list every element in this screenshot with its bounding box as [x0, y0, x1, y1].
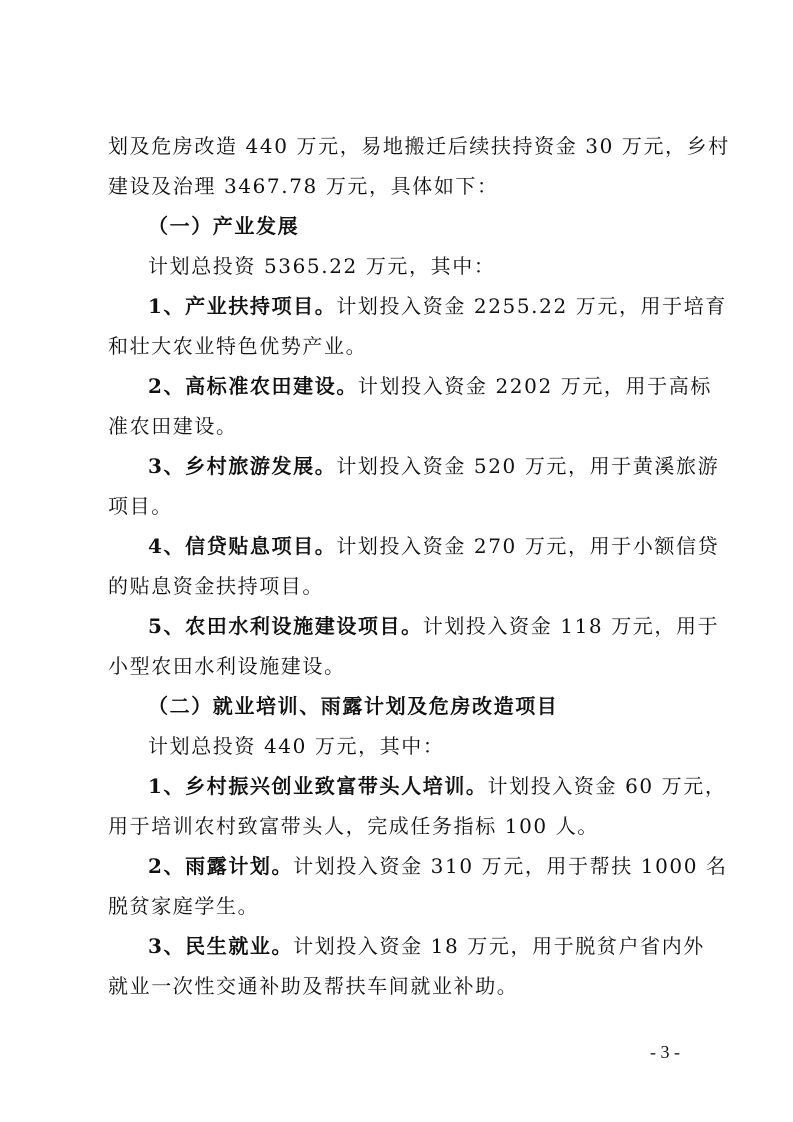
item-line [148, 533, 728, 559]
item-text: 计划投入资金 18 万元，用于脱贫户省内外 [293, 934, 705, 958]
item-title: 3、乡村旅游发展。 [148, 454, 337, 478]
item-text: 计划投入资金 310 万元，用于帮扶 1000 名 [293, 854, 728, 878]
item-line [148, 373, 728, 399]
paragraph-line: 用于培训农村致富带头人，完成任务指标 100 人。 [108, 814, 599, 838]
paragraph-line: 就业一次性交通补助及帮扶车间就业补助。 [108, 974, 519, 998]
paragraph-line: 计划总投资 440 万元，其中： [148, 734, 445, 758]
paragraph-line: 脱贫家庭学生。 [108, 894, 260, 918]
item-text: 计划投入资金 2202 万元，用于高标 [357, 374, 712, 398]
item-title: 4、信贷贴息项目。 [148, 534, 337, 558]
item-title: 2、高标准农田建设。 [148, 374, 358, 398]
paragraph-line: 计划总投资 5365.22 万元，其中： [148, 254, 496, 278]
item-title: 1、产业扶持项目。 [148, 294, 337, 318]
item-title: 1、乡村振兴创业致富带头人培训。 [148, 774, 488, 798]
item-text: 计划投入资金 2255.22 万元，用于培育 [336, 294, 727, 318]
item-text: 计划投入资金 270 万元，用于小额信贷 [336, 534, 720, 558]
section-heading-industry: （一）产业发展 [148, 214, 300, 238]
paragraph-line: 小型农田水利设施建设。 [108, 654, 346, 678]
item-line [148, 293, 728, 319]
paragraph-line: 项目。 [108, 494, 173, 518]
paragraph-line: 和壮大农业特色优势产业。 [108, 334, 368, 358]
paragraph-line: 划及危房改造 440 万元，易地搬迁后续扶持资金 30 万元，乡村 [108, 134, 730, 158]
item-title: 3、民生就业。 [148, 934, 294, 958]
page-number: - 3 - [650, 1042, 680, 1062]
section-heading-employment: （二）就业培训、雨露计划及危房改造项目 [148, 694, 559, 718]
item-line [148, 453, 728, 479]
paragraph-line: 建设及治理 3467.78 万元，具体如下： [108, 174, 499, 198]
item-line [148, 853, 728, 879]
paragraph-line: 的贴息资金扶持项目。 [108, 574, 324, 598]
item-text: 计划投入资金 60 万元， [487, 774, 727, 798]
item-line [148, 933, 728, 959]
item-title: 2、雨露计划。 [148, 854, 294, 878]
item-title: 5、农田水利设施建设项目。 [148, 614, 423, 638]
item-text: 计划投入资金 118 万元，用于 [422, 614, 720, 638]
item-line [148, 613, 728, 639]
paragraph-line: 准农田建设。 [108, 414, 238, 438]
item-line [148, 773, 728, 799]
item-text: 计划投入资金 520 万元，用于黄溪旅游 [336, 454, 720, 478]
